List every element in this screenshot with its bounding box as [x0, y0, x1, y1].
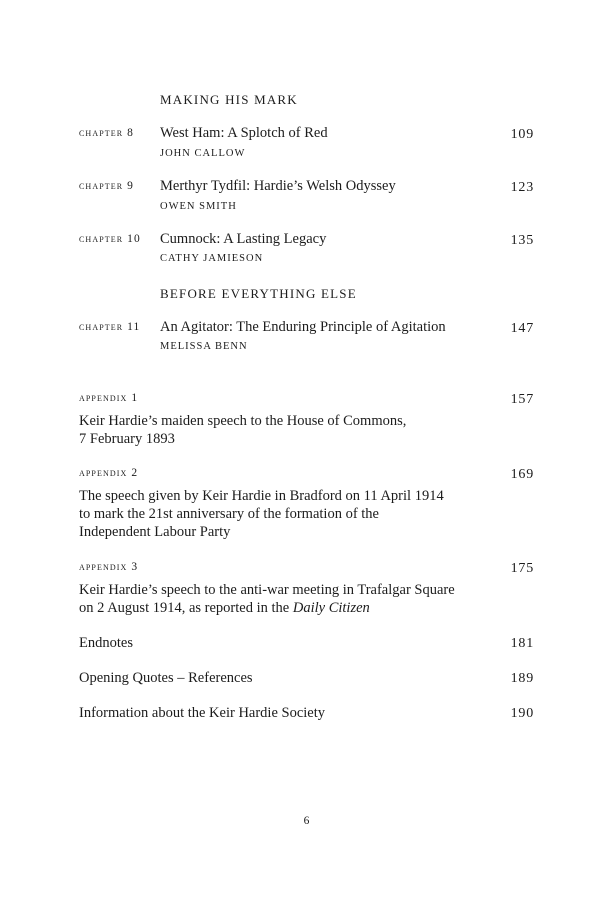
appendix-description-line: 7 February 1893	[79, 431, 175, 447]
appendix-label: appendix 2	[79, 467, 139, 479]
chapter-author: OWEN SMITH	[160, 201, 237, 212]
chapter-title: Cumnock: A Lasting Legacy	[160, 231, 327, 247]
appendix-description	[79, 487, 444, 541]
page-number: 181	[510, 636, 534, 651]
page-folio: 6	[303, 815, 310, 827]
section-title-making-his-mark: MAKING HIS MARK	[160, 92, 298, 107]
appendix-description-line: Independent Labour Party	[79, 524, 231, 540]
page-number: 175	[510, 561, 534, 576]
chapter-author: CATHY JAMIESON	[160, 253, 264, 264]
chapter-label: chapter 9	[79, 180, 134, 192]
appendix-label: appendix 1	[79, 392, 139, 404]
appendix-label: appendix 3	[79, 561, 139, 573]
entry-title: Endnotes	[79, 635, 133, 651]
appendix-description-line: Keir Hardie’s maiden speech to the House of Commons,	[79, 413, 407, 429]
chapter-author: MELISSA BENN	[160, 341, 248, 352]
page-number: 189	[510, 671, 534, 686]
appendix-description-line: to mark the 21st anniversary of the formation of the	[79, 506, 379, 522]
page-number: 157	[510, 392, 534, 407]
appendix-description-line: The speech given by Keir Hardie in Bradford on 11 April 1914	[79, 488, 444, 504]
page-number: 123	[510, 180, 534, 195]
appendix-description	[79, 412, 406, 448]
chapter-title: Merthyr Tydfil: Hardie’s Welsh Odyssey	[160, 178, 396, 194]
page-number: 109	[510, 127, 534, 142]
page-number: 169	[510, 467, 534, 482]
entry-title: Opening Quotes – References	[79, 670, 253, 686]
appendix-description	[79, 581, 455, 617]
chapter-label: chapter 8	[79, 127, 134, 139]
appendix-description-text: on 2 August 1914, as reported in the	[79, 600, 293, 616]
chapter-author: JOHN CALLOW	[160, 148, 246, 159]
appendix-description-line-with-italic	[79, 599, 455, 617]
page-number: 147	[510, 321, 534, 336]
chapter-label: chapter 11	[79, 321, 141, 333]
entry-title: Information about the Keir Hardie Society	[79, 705, 326, 721]
publication-title: Daily Citizen	[292, 600, 370, 616]
chapter-title: An Agitator: The Enduring Principle of Agitation	[160, 319, 446, 335]
page-number: 190	[510, 706, 534, 721]
chapter-title: West Ham: A Splotch of Red	[160, 125, 328, 141]
page-number: 135	[510, 233, 534, 248]
appendix-description-line: Keir Hardie’s speech to the anti-war meeting in Trafalgar Square	[79, 582, 455, 598]
section-title-before-everything-else: BEFORE EVERYTHING ELSE	[160, 286, 357, 301]
chapter-label: chapter 10	[79, 233, 141, 245]
